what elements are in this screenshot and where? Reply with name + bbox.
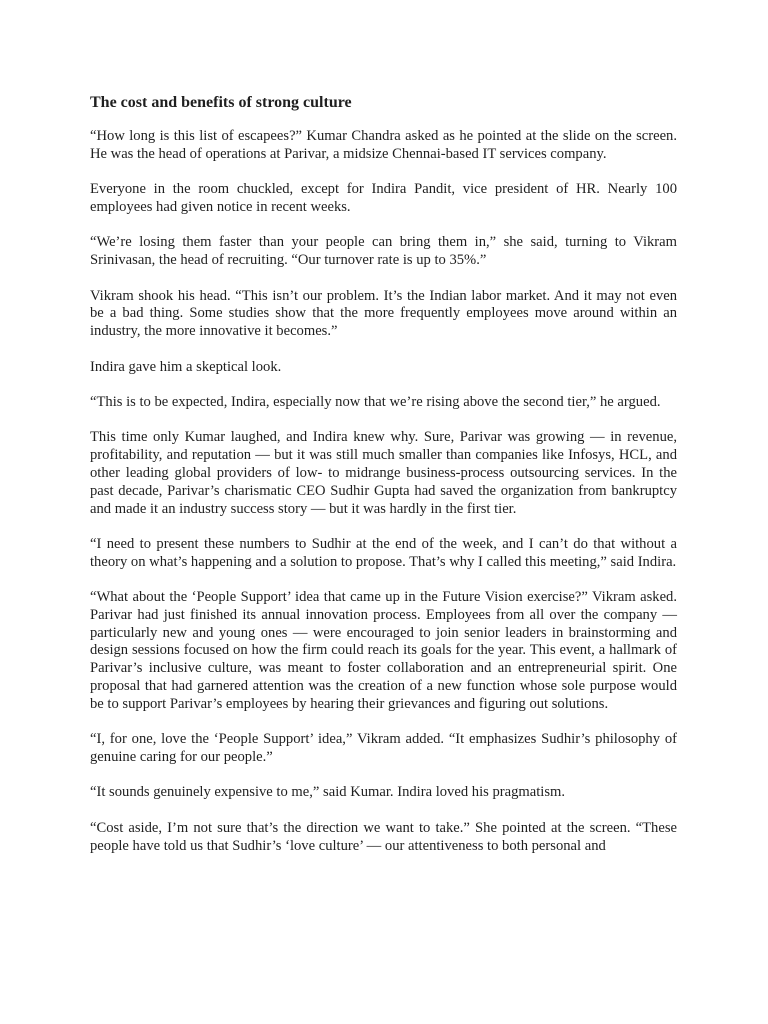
document-title: The cost and benefits of strong culture <box>90 94 352 111</box>
paragraph: “This is to be expected, Indira, especially now that we’re rising above the second tier,” he argued. <box>90 393 661 410</box>
paragraph: Indira gave him a skeptical look. <box>90 358 282 375</box>
paragraph: “I, for one, love the ‘People Support’ idea,” Vikram added. “It emphasizes Sudhir’s philosophy of genuine caring for our people.” <box>90 731 677 766</box>
paragraph: “Cost aside, I’m not sure that’s the direction we want to take.” She pointed at the screen. “These people have told us that Sudhir’s ‘love culture’ — our attentiveness to both personal and <box>90 819 677 854</box>
paragraph: Everyone in the room chuckled, except for Indira Pandit, vice president of HR. Nearly 100 employees had given notice in recent weeks. <box>90 181 677 215</box>
paragraph: This time only Kumar laughed, and Indira knew why. Sure, Parivar was growing — in revenue, profitability, and reputation — but it was still much smaller than companies like Infosys, HCL, and other leading global providers of low- to midrange business-process outsourcing services. In the past decade, Parivar’s charismatic CEO Sudhir Gupta had saved the organization from bankruptcy and made it an industry success story — but it was hardly in the first tier. <box>90 429 677 517</box>
paragraph: “I need to present these numbers to Sudhir at the end of the week, and I can’t do that without a theory on what’s happening and a solution to propose. That’s why I called this meeting,” said Indira. <box>90 535 677 570</box>
paragraph: “What about the ‘People Support’ idea that came up in the Future Vision exercise?” Vikram asked. Parivar had just finished its annual innovation process. Employees from all over the company — particularly new and young ones — were encouraged to join senior leaders in brainstorming and design sessions focused on how the firm could reach its goals for the year. This event, a hallmark of Parivar’s inclusive culture, was meant to foster collaboration and an entrepreneurial spirit. One proposal that had garnered attention was the creation of a new function whose sole purpose would be to support Parivar’s employees by hearing their grievances and figuring out solutions. <box>90 589 677 712</box>
paragraph: “It sounds genuinely expensive to me,” said Kumar. Indira loved his pragmatism. <box>90 784 566 801</box>
paragraph: “We’re losing them faster than your people can bring them in,” she said, turning to Vikram Srinivasan, the head of recruiting. “Our turnover rate is up to 35%.” <box>90 234 677 269</box>
paragraph: Vikram shook his head. “This isn’t our problem. It’s the Indian labor market. And it may not even be a bad thing. Some studies show that the more frequently employees move around within an industry, the more innovative it becomes.” <box>90 287 677 340</box>
paragraph: “How long is this list of escapees?” Kumar Chandra asked as he pointed at the slide on the screen. He was the head of operations at Parivar, a midsize Chennai-based IT services company. <box>90 128 677 162</box>
document-page <box>90 92 677 873</box>
